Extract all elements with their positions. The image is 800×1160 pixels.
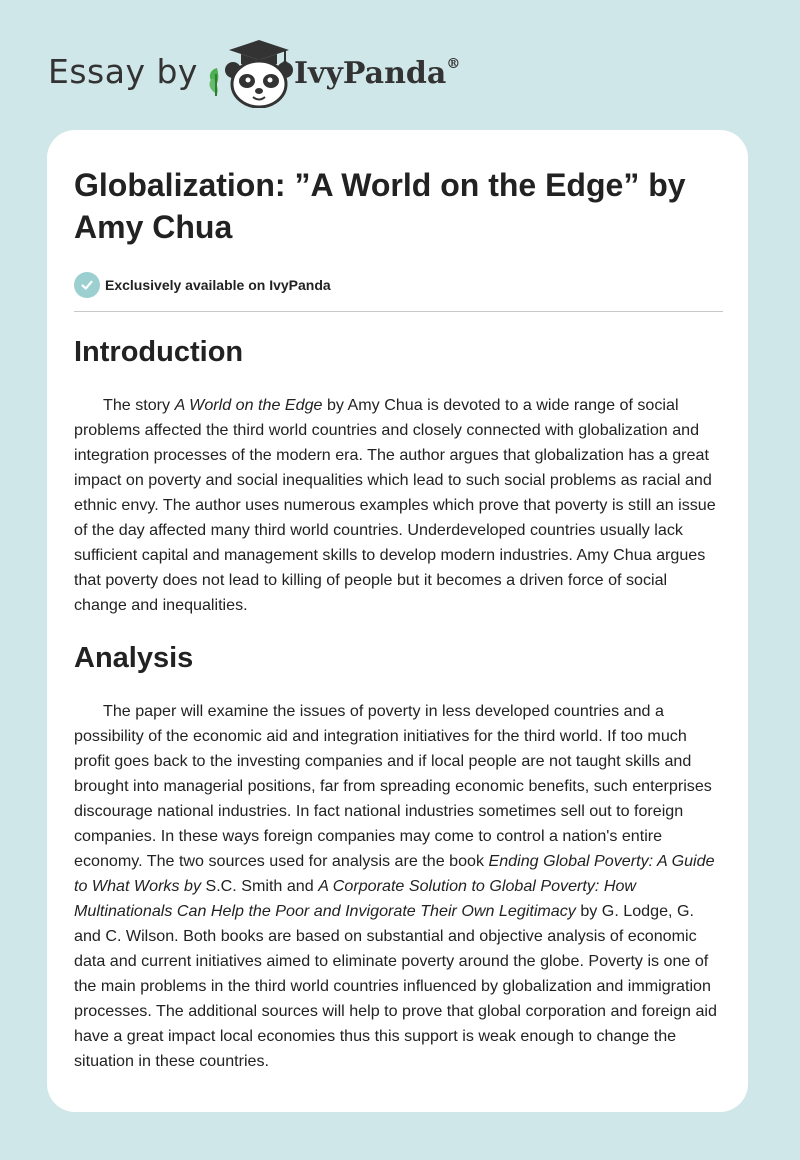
brand-text: IvyPanda xyxy=(294,56,447,91)
text-run: by Amy Chua is devoted to a wide range of social problems affected the third world countries and closely connected with globalization and integration processes of the modern era. The author argues that globalization has a great impact on poverty and social inequalities which lead to such social problems as racial and ethnic envy. The author uses numerous examples which prove that poverty is still an issue of the day affected many third world countries. Underdeveloped countries usually lack sufficient capital and management skills to develop modern industries. Amy Chua argues that poverty does not lead to killing of people but it becomes a driven force of social change and inequalities. xyxy=(74,396,716,614)
registered-mark: ® xyxy=(446,56,461,72)
essay-by-label: Essay by xyxy=(48,52,198,91)
text-run: S.C. Smith and xyxy=(201,877,319,895)
badge-label: Exclusively available on IvyPanda xyxy=(105,277,331,293)
page-title: Globalization: ”A World on the Edge” by Amy Chua xyxy=(74,167,686,245)
book-title-italic: A World on the Edge xyxy=(174,396,323,414)
book-title-italic: Ending Global Poverty: A Guide to What Works by xyxy=(74,852,715,895)
book-title-italic: A Corporate Solution to Global Poverty: How Multinationals Can Help the Poor and Invigorate Their Own Legitimacy xyxy=(74,877,637,920)
text-run: by G. Lodge, G. and C. Wilson. Both books are based on substantial and objective analysis of economic data and current initiatives aimed to eliminate poverty around the globe. Poverty is one of the main problems in the third world countries influenced by globalization and immigration processes. The additional sources will help to prove that global corporation and foreign aid have a great impact local economies thus this support is weak enough to change the situation in these countries. xyxy=(74,902,717,1070)
exclusive-badge xyxy=(74,272,723,298)
panda-logo-icon[interactable] xyxy=(203,34,295,108)
essay-card xyxy=(47,130,748,1112)
section-heading-introduction: Introduction xyxy=(74,336,244,368)
analysis-paragraph xyxy=(74,699,723,1074)
introduction-paragraph xyxy=(74,393,723,618)
site-header xyxy=(48,34,508,114)
brand-name[interactable] xyxy=(294,56,460,91)
text-run: The paper will examine the issues of poverty in less developed countries and a possibility of the economic aid and integration initiatives for the third world. If too much profit goes back to the investing companies and if local people are not taught skills and brought into managerial positions, far from spreading economic benefits, such enterprises discourage national industries. In fact national industries sometimes sell out to foreign companies. In these ways foreign companies may come to control a nation's entire economy. The two sources used for analysis are the book xyxy=(74,702,712,870)
section-heading-analysis: Analysis xyxy=(74,642,194,674)
check-icon xyxy=(74,272,100,298)
essay-content xyxy=(74,164,723,1074)
text-run: The story xyxy=(103,396,175,414)
divider xyxy=(74,311,723,312)
